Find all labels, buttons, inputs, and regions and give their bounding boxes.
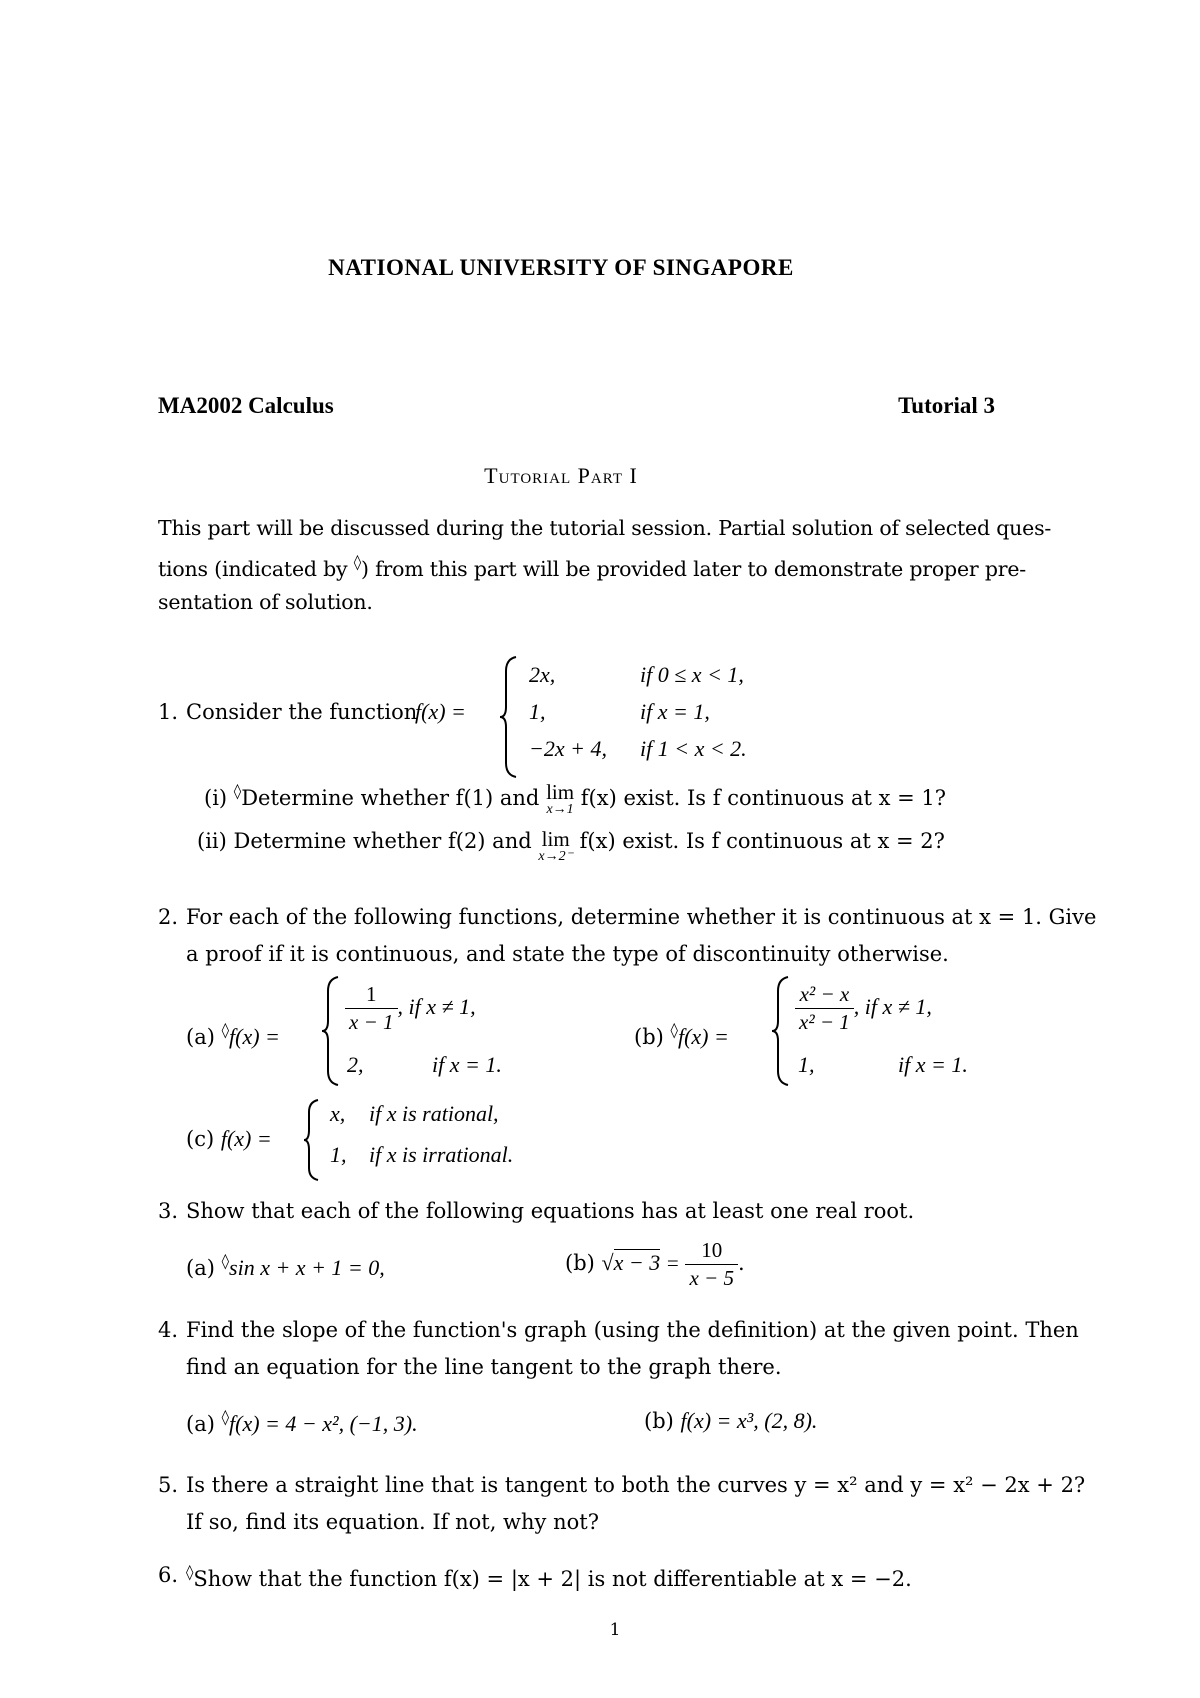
q1-fx: f(x) = [415,699,466,724]
q3a-label: (a) [186,1256,215,1280]
q2a-case1 [345,982,476,1035]
q1-case3-cond: if 1 < x < 2. [640,736,747,761]
q2a-fx: f(x) = [229,1024,280,1049]
diamond-icon: ◊ [233,782,242,800]
equals-sign: = [666,1251,679,1275]
university-title: NATIONAL UNIVERSITY OF SINGAPORE [328,255,794,280]
q2b-cond1: , if x ≠ 1, [853,994,932,1019]
tutorial-number: Tutorial 3 [898,393,995,418]
q2b [634,1021,729,1050]
q4-number: 4. [158,1318,179,1342]
fraction-denominator: x − 1 [349,1010,394,1034]
intro-line-2 [158,553,1026,581]
fraction-numerator: 10 [685,1238,738,1265]
q4a-equation: f(x) = 4 − x², (−1, 3). [229,1411,418,1436]
q2c-brace [302,1098,322,1182]
q1-case2-expr: 1, [529,699,546,724]
q2b-label: (b) [634,1025,664,1049]
q4b [644,1408,817,1434]
q1-ii-text-a: Determine whether f(2) and [233,829,532,853]
intro-line-1: This part will be discussed during the tutorial session. Partial solution of selected ques- [158,516,1052,540]
period: . [737,1251,745,1275]
fraction-numerator: x² − x [795,982,854,1009]
q1-ii-text-b: f(x) exist. Is f continuous at x = 2? [579,829,945,853]
q1-i-text-b: f(x) exist. Is f continuous at x = 1? [580,786,946,810]
q2a-brace [320,975,342,1087]
q1-case1-cond: if 0 ≤ x < 1, [640,662,744,687]
q5-number: 5. [158,1473,179,1497]
diamond-icon: ◊ [221,1252,230,1270]
page-number: 1 [609,1620,621,1640]
fraction-numerator: 1 [345,982,398,1009]
sqrt-radicand: x − 3 [613,1250,661,1275]
q2c-cond2: if x is irrational. [369,1142,514,1167]
q2a [186,1021,280,1050]
diamond-icon: ◊ [670,1021,678,1039]
q2a-cond1: , if x ≠ 1, [397,994,476,1019]
q2-line-2: a proof if it is continuous, and state the type of discontinuity otherwise. [186,942,949,966]
q3b [565,1238,745,1291]
course-title: MA2002 Calculus [158,393,334,418]
fraction-denominator: x² − 1 [799,1010,850,1034]
q3b-label: (b) [565,1251,595,1275]
q2b-brace [770,975,792,1087]
intro-line-2b: ) from this part will be provided later to demonstrate proper pre- [360,557,1026,581]
q3a-equation: sin x + x + 1 = 0, [229,1255,385,1280]
q1-case2-cond: if x = 1, [640,699,710,724]
q1-ii [197,829,945,864]
q2-line-1: For each of the following functions, determine whether it is continuous at x = 1. Give [186,905,1097,929]
q2b-cond2: if x = 1. [898,1052,968,1077]
q1-i-text-a: Determine whether f(1) and [241,786,540,810]
q1-ii-limit [538,829,573,864]
q2-number: 2. [158,905,179,929]
diamond-icon: ◊ [186,1563,194,1581]
q5-line-2: If so, find its equation. If not, why not? [186,1510,599,1534]
q6-text: Show that the function f(x) = |x + 2| is not differentiable at x = −2. [193,1567,912,1591]
lim-label: lim [541,827,570,851]
q2a-label: (a) [186,1025,215,1049]
part-title: Tutorial Part I [484,463,638,488]
q1-lead: Consider the function [186,700,418,724]
q1-i-label: (i) [204,786,228,810]
fraction-denominator: x − 5 [689,1266,734,1290]
intro-line-3: sentation of solution. [158,590,373,614]
diamond-icon: ◊ [353,553,361,571]
q2c-fx: f(x) = [220,1126,272,1151]
q2b-fraction [795,982,854,1035]
q6-number: 6. [158,1563,179,1587]
q6 [186,1563,912,1591]
q5-line-1: Is there a straight line that is tangent to both the curves y = x² and y = x² − 2x + 2? [186,1473,1086,1497]
q2a-fraction [345,982,398,1035]
q3-number: 3. [158,1199,179,1223]
q1-case3-expr: −2x + 4, [529,736,607,761]
q3b-sqrt: √x − 3 [601,1250,661,1275]
q3a [186,1252,385,1281]
q2c-cond1: if x is rational, [369,1101,499,1126]
q1-number: 1. [158,700,179,724]
q1-i-limit [546,782,574,817]
q2c-expr1: x, [330,1101,346,1126]
q2b-expr2: 1, [798,1052,815,1077]
q1-brace [498,655,520,780]
diamond-icon: ◊ [221,1021,230,1039]
q2b-case1 [795,982,932,1035]
q4-line-2: find an equation for the line tangent to the graph there. [186,1355,782,1379]
q4a [186,1408,418,1437]
diamond-icon: ◊ [221,1408,230,1426]
q4b-label: (b) [644,1409,674,1433]
q3-text: Show that each of the following equations has at least one real root. [186,1199,915,1223]
q2a-expr2: 2, [347,1052,364,1077]
q4a-label: (a) [186,1412,215,1436]
q2b-fx: f(x) = [677,1024,729,1049]
q3b-fraction [685,1238,738,1291]
q4-line-1: Find the slope of the function's graph (using the definition) at the given point. Then [186,1318,1079,1342]
q2c [186,1126,272,1152]
q1-ii-label: (ii) [197,829,227,853]
lim-label: lim [546,780,575,804]
q1-case1-expr: 2x, [529,662,556,687]
q2a-cond2: if x = 1. [432,1052,502,1077]
q1-i [204,782,946,817]
lim-subscript: x→2⁻ [538,849,573,864]
q4b-equation: f(x) = x³, (2, 8). [680,1408,818,1433]
q2c-label: (c) [186,1127,215,1151]
intro-line-2a: tions (indicated by [158,557,348,581]
lim-subscript: x→1 [546,802,574,817]
q2c-expr2: 1, [330,1142,347,1167]
